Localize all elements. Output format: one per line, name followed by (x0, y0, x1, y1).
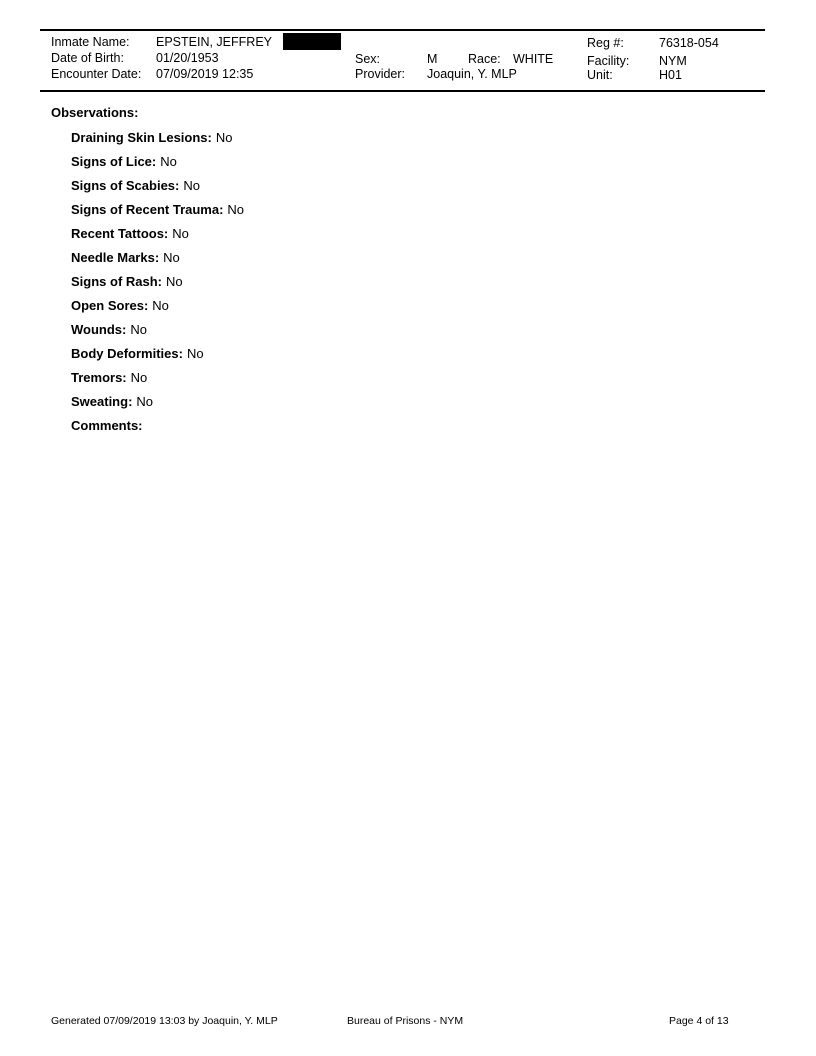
observation-value: No (130, 322, 147, 337)
observation-item (71, 177, 244, 201)
observation-label: Needle Marks: (71, 250, 160, 265)
footer-page-number: Page 4 of 13 (669, 1015, 729, 1027)
observation-item (71, 153, 244, 177)
observation-label: Sweating: (71, 394, 133, 409)
observation-label: Signs of Rash: (71, 274, 163, 289)
comments-label: Comments: (71, 418, 143, 433)
encounter-date-value: 07/09/2019 12:35 (156, 67, 254, 81)
inmate-name-label: Inmate Name: (51, 35, 130, 49)
provider-value: Joaquin, Y. MLP (427, 67, 517, 81)
observation-item (71, 321, 244, 345)
header-top-rule (40, 29, 765, 31)
observations-title: Observations: (51, 105, 139, 120)
observation-item (71, 369, 244, 393)
observation-item (71, 297, 244, 321)
unit-label: Unit: (587, 68, 613, 82)
observation-value: No (152, 298, 169, 313)
observation-item (71, 129, 244, 153)
comments-item (71, 417, 244, 441)
observation-label: Signs of Recent Trauma: (71, 202, 224, 217)
observation-value: No (160, 154, 177, 169)
observation-value: No (227, 202, 245, 217)
observation-label: Tremors: (71, 370, 127, 385)
observation-value: No (183, 178, 200, 193)
observation-label: Body Deformities: (71, 346, 183, 361)
observation-label: Recent Tattoos: (71, 226, 169, 241)
observation-item (71, 201, 244, 225)
facility-value: NYM (659, 54, 687, 68)
unit-value: H01 (659, 68, 682, 82)
observation-value: No (163, 250, 180, 265)
observation-label: Draining Skin Lesions: (71, 130, 212, 145)
sex-value: M (427, 52, 438, 66)
observation-value: No (172, 226, 189, 241)
race-value: WHITE (513, 52, 554, 66)
observation-label: Signs of Scabies: (71, 178, 180, 193)
observation-label: Open Sores: (71, 298, 149, 313)
observation-value: No (186, 346, 204, 361)
observation-item (71, 393, 244, 417)
dob-label: Date of Birth: (51, 51, 124, 65)
observation-value: No (215, 130, 233, 145)
sex-label: Sex: (355, 52, 381, 66)
reg-label: Reg #: (587, 36, 624, 50)
observations-list (71, 129, 244, 441)
observation-item (71, 225, 244, 249)
footer-bureau: Bureau of Prisons - NYM (347, 1015, 464, 1027)
observation-item (71, 273, 244, 297)
observation-value: No (130, 370, 148, 385)
reg-value: 76318-054 (659, 36, 719, 50)
observation-item (71, 345, 244, 369)
footer-generated: Generated 07/09/2019 13:03 by Joaquin, Y. MLP (51, 1015, 278, 1027)
observation-label: Wounds: (71, 322, 127, 337)
observation-item (71, 249, 244, 273)
facility-label: Facility: (587, 54, 630, 68)
observation-value: No (136, 394, 154, 409)
header-bottom-rule (40, 90, 765, 92)
observation-label: Signs of Lice: (71, 154, 157, 169)
redaction-block (283, 33, 341, 50)
dob-value: 01/20/1953 (156, 51, 219, 65)
provider-label: Provider: (355, 67, 406, 81)
observation-value: No (166, 274, 183, 289)
inmate-name-value: EPSTEIN, JEFFREY (156, 35, 272, 49)
encounter-date-label: Encounter Date: (51, 67, 142, 81)
race-label: Race: (468, 52, 501, 66)
